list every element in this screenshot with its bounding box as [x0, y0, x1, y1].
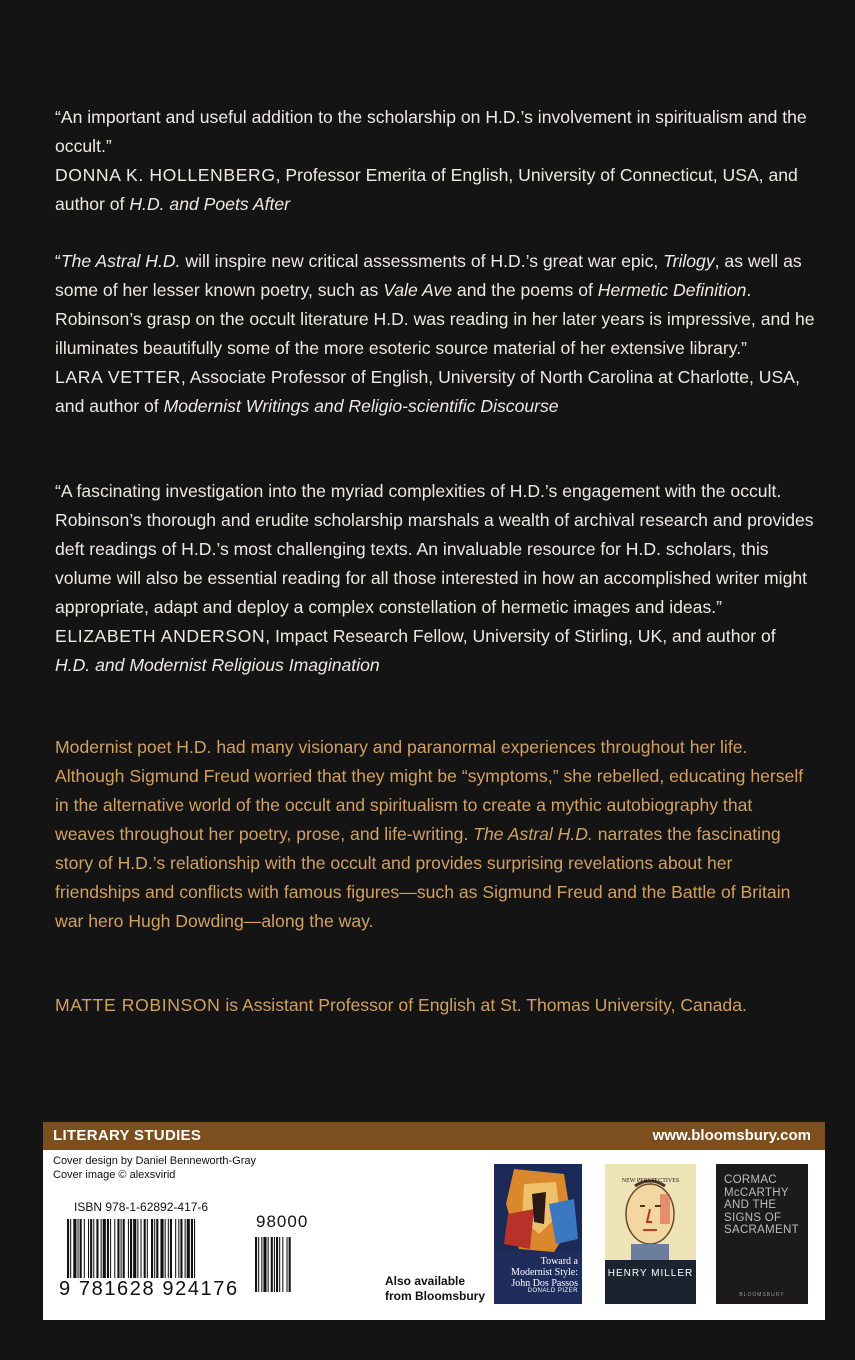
- barcode-addon-number: 98000: [256, 1212, 309, 1231]
- reviewer-book: Modernist Writings and Religio-scientific Discourse: [163, 396, 559, 416]
- related-book-subtitle: NEW PERSPECTIVES: [621, 1178, 680, 1184]
- book-description: Modernist poet H.D. had many visionary and paranormal experiences throughout her life. Although Sigmund Freud worried that they might be “symptoms,” she rebelled, educating herself in the alternative world of the occult and spiritualism to create a mythic autobiography that weaves throughout her poetry, prose, and life-writing. The Astral H.D. narrates the fascinating story of H.D.’s relationship with the occult and provides surprising revelations about her friendships and conflicts with famous figures—such as Sigmund Freud and the Battle of Britain war hero Hugh Dowding—along the way.: [55, 737, 804, 931]
- review-quote-3: [55, 477, 815, 680]
- reviewer-name: DONNA K. HOLLENBERG: [55, 165, 276, 185]
- publisher-website[interactable]: www.bloomsbury.com: [652, 1127, 811, 1144]
- category-label: LITERARY STUDIES: [53, 1127, 202, 1144]
- related-book-john-dos-passos[interactable]: [494, 1164, 582, 1304]
- related-book-cormac-mccarthy[interactable]: [716, 1164, 808, 1304]
- author-name: MATTE ROBINSON: [55, 995, 221, 1015]
- also-available-label: Also available from Bloomsbury: [385, 1274, 486, 1303]
- related-book-title: HENRY MILLER: [607, 1268, 694, 1279]
- quote-text: “The Astral H.D. will inspire new critical assessments of H.D.’s great war epic, Trilogy, as well as some of her lesser known poetry, such as Vale Ave and the poems of Hermetic Definition. Robinson’s grasp on the occult literature H.D. was reading in her later years is impressive, and he illuminates beautifully some of the more esoteric source material of her extensive library.”: [55, 251, 815, 358]
- quote-attribution: DONNA K. HOLLENBERG, Professor Emerita of English, University of Connecticut, USA, and author of H.D. and Poets After: [55, 165, 798, 214]
- related-book-henry-miller[interactable]: [605, 1164, 696, 1304]
- isbn: ISBN 978-1-62892-417-6: [74, 1200, 209, 1214]
- quote-text: “An important and useful addition to the scholarship on H.D.’s involvement in spiritualism and the occult.”: [55, 107, 807, 156]
- review-quote-2: [55, 247, 815, 421]
- back-cover-footer: [43, 1122, 825, 1320]
- cover-image-credit: Cover image © alexsvirid: [53, 1169, 176, 1181]
- related-book-title: Toward a Modernist Style: John Dos Passos: [511, 1256, 578, 1289]
- book-title: The Astral H.D.: [473, 824, 593, 844]
- quote-text: “A fascinating investigation into the myriad complexities of H.D.’s engagement with the occult. Robinson’s thorough and erudite scholarship marshals a wealth of archival research and provides deft readings of H.D.’s most challenging texts. An invaluable resource for H.D. scholars, this volume will also be essential reading for all those interested in how an accomplished writer might appropriate, adapt and deploy a complex constellation of hermetic images and ideas.”: [55, 481, 814, 617]
- reviewer-book: H.D. and Poets After: [129, 194, 291, 214]
- category-band: [43, 1122, 825, 1150]
- reviewer-name: LARA VETTER: [55, 367, 181, 387]
- cover-credits: [53, 1154, 256, 1182]
- quote-attribution: ELIZABETH ANDERSON, Impact Research Fellow, University of Stirling, UK, and author of H.D. and Modernist Religious Imagination: [55, 626, 776, 675]
- author-bio: MATTE ROBINSON is Assistant Professor of English at St. Thomas University, Canada.: [55, 995, 747, 1015]
- related-book-author: DONALD PIZER: [527, 1288, 578, 1294]
- related-book-publisher: BLOOMSBURY: [739, 1292, 785, 1298]
- quote-attribution: LARA VETTER, Associate Professor of English, University of North Carolina at Charlotte, USA, and author of Modernist Writings and Religio-scientific Discourse: [55, 367, 800, 416]
- reviewer-book: H.D. and Modernist Religious Imagination: [55, 655, 380, 675]
- reviewer-name: ELIZABETH ANDERSON: [55, 626, 266, 646]
- face-portrait-icon: [605, 1164, 696, 1304]
- cover-design-credit: Cover design by Daniel Benneworth-Gray: [53, 1155, 256, 1167]
- related-book-title: CORMAC McCARTHY AND THE SIGNS OF SACRAMENT: [724, 1174, 799, 1236]
- barcode-number: 9 781628 924176: [59, 1278, 239, 1300]
- review-quote-1: [55, 103, 815, 219]
